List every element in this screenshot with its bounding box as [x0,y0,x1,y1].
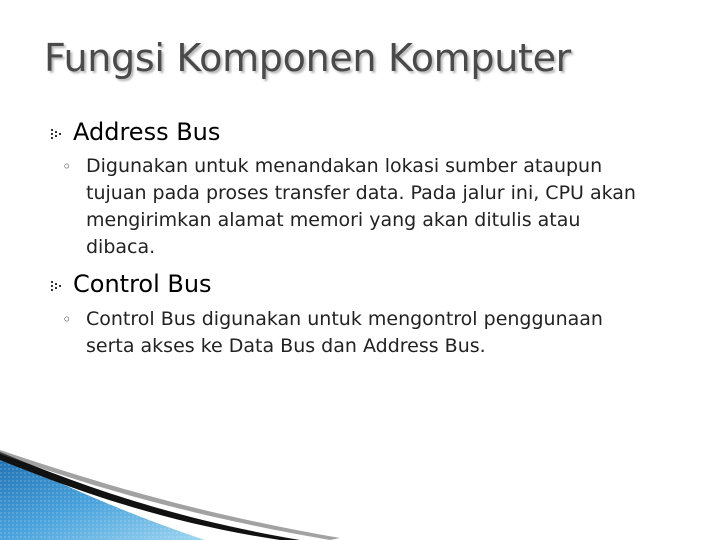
bullet-heading: Address Bus [73,118,221,146]
bullet-heading: Control Bus [73,270,212,298]
sub-bullet-marker: ◦ [62,157,72,176]
arrow-bullet-icon [50,127,66,143]
sub-bullet-marker: ◦ [62,310,72,329]
decorative-swoosh [0,440,360,540]
sub-bullet-control-bus [62,306,662,360]
sub-bullet-text: Control Bus digunakan untuk mengontrol penggunaan serta akses ke Data Bus dan Address Bus. [86,308,603,357]
sub-bullet-address-bus [62,153,662,261]
arrow-bullet-icon [50,279,66,295]
bullet-address-bus [50,118,220,146]
bullet-control-bus [50,270,212,298]
slide-title: Fungsi Komponen Komputer [44,36,571,80]
sub-bullet-text: Digunakan untuk menandakan lokasi sumber ataupun tujuan pada proses transfer data. Pada jalur ini, CPU akan mengirimkan alamat memori yang akan ditulis atau dibaca. [86,155,636,258]
